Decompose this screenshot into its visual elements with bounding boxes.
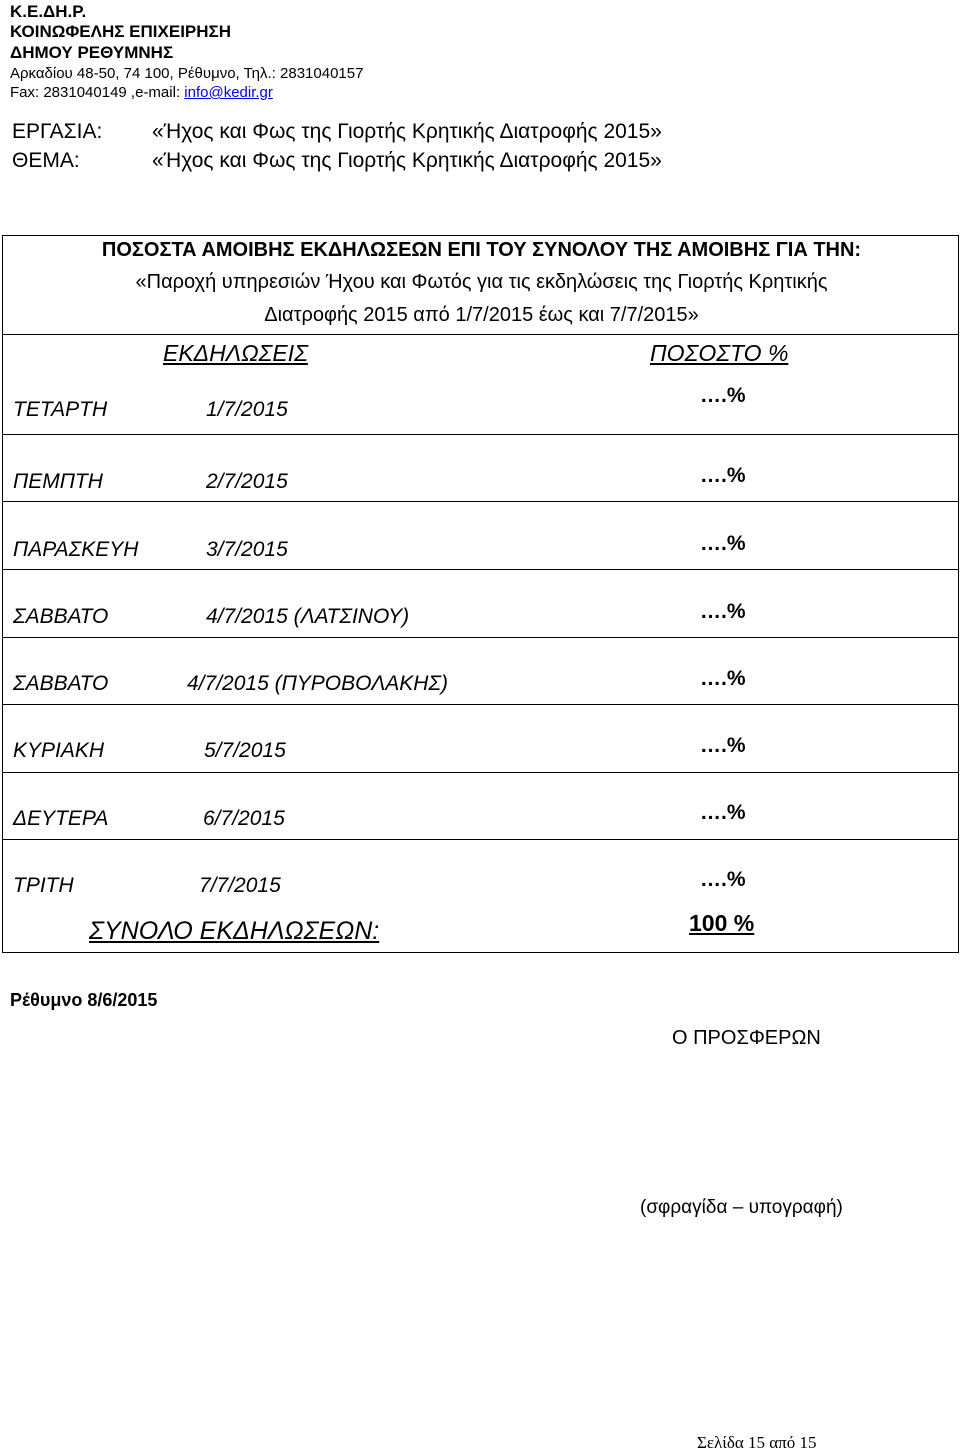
row-divider (3, 501, 958, 502)
row-percent: ….% (700, 868, 746, 891)
row-percent: ….% (700, 801, 746, 824)
row-date: 6/7/2015 (203, 807, 285, 830)
work-label: ΕΡΓΑΣΙΑ: (12, 120, 103, 143)
row-divider (3, 334, 958, 335)
row-percent: ….% (700, 667, 746, 690)
org-name-line1: ΚΟΙΝΩΦΕΛΗΣ ΕΠΙΧΕΙΡΗΣΗ (10, 22, 232, 41)
fax-text: Fax: 2831040149 ,e-mail: (10, 84, 185, 101)
row-percent: ….% (700, 600, 746, 623)
row-day: ΚΥΡΙΑΚΗ (13, 739, 105, 762)
row-divider (3, 839, 958, 840)
row-day: ΤΡΙΤΗ (13, 874, 74, 897)
row-day: ΣΑΒΒΑΤΟ (13, 605, 109, 628)
total-value: 100 % (689, 910, 755, 936)
row-date: 7/7/2015 (199, 874, 281, 897)
row-divider (3, 434, 958, 435)
row-divider (3, 637, 958, 638)
row-percent: ….% (700, 384, 746, 407)
row-day: ΤΕΤΑΡΤΗ (13, 398, 108, 421)
column-header-events: ΕΚΔΗΛΩΣΕΙΣ (163, 340, 308, 366)
column-header-percent: ΠΟΣΟΣΤΟ % (650, 340, 789, 366)
subject-value: «Ήχος και Φως της Γιορτής Κρητικής Διατροφής 2015» (152, 149, 662, 172)
row-day: ΠΑΡΑΣΚΕΥΗ (13, 538, 139, 561)
email-link[interactable]: info@kedir.gr (184, 84, 273, 101)
bidder-label: Ο ΠΡΟΣΦΕΡΩΝ (672, 1027, 821, 1049)
row-date: 4/7/2015 (ΠΥΡΟΒΟΛΑΚΗΣ) (187, 672, 449, 695)
subject-label: ΘΕΜΑ: (12, 149, 80, 172)
page-number: Σελίδα 15 από 15 (697, 1433, 817, 1452)
row-percent: ….% (700, 734, 746, 757)
row-percent: ….% (700, 464, 746, 487)
row-divider (3, 704, 958, 705)
row-percent: ….% (700, 532, 746, 555)
row-day: ΠΕΜΠΤΗ (13, 470, 103, 493)
work-value: «Ήχος και Φως της Γιορτής Κρητικής Διατροφής 2015» (152, 120, 662, 143)
org-contact (10, 84, 273, 101)
row-date: 5/7/2015 (204, 739, 286, 762)
row-day: ΣΑΒΒΑΤΟ (13, 672, 109, 695)
table-title: ΠΟΣΟΣΤΑ ΑΜΟΙΒΗΣ ΕΚΔΗΛΩΣΕΩΝ ΕΠΙ ΤΟΥ ΣΥΝΟΛΟΥ ΤΗΣ ΑΜΟΙΒΗΣ ΓΙΑ ΤΗΝ: (101, 239, 862, 261)
row-day: ΔΕΥΤΕΡΑ (13, 807, 109, 830)
row-divider (3, 569, 958, 570)
table-subtitle-line1: «Παροχή υπηρεσιών Ήχου και Φωτός για τις εκδηλώσεις της Γιορτής Κρητικής (135, 271, 828, 293)
signature-label: (σφραγίδα – υπογραφή) (640, 1197, 843, 1218)
fee-percentage-table (2, 235, 959, 953)
row-date: 3/7/2015 (206, 538, 288, 561)
row-date: 1/7/2015 (206, 398, 288, 421)
row-date: 2/7/2015 (206, 470, 288, 493)
org-address: Αρκαδίου 48-50, 74 100, Ρέθυμνο, Τηλ.: 2831040157 (10, 65, 364, 82)
row-divider (3, 772, 958, 773)
table-subtitle-line2: Διατροφής 2015 από 1/7/2015 έως και 7/7/2015» (264, 304, 699, 326)
place-date: Ρέθυμνο 8/6/2015 (10, 990, 158, 1010)
row-date: 4/7/2015 (ΛΑΤΣΙΝΟΥ) (206, 605, 410, 628)
total-label: ΣΥΝΟΛΟ ΕΚΔΗΛΩΣΕΩΝ: (89, 917, 380, 945)
org-abbreviation: Κ.Ε.ΔΗ.Ρ. (10, 2, 87, 21)
org-name-line2: ΔΗΜΟΥ ΡΕΘΥΜΝΗΣ (10, 43, 174, 62)
